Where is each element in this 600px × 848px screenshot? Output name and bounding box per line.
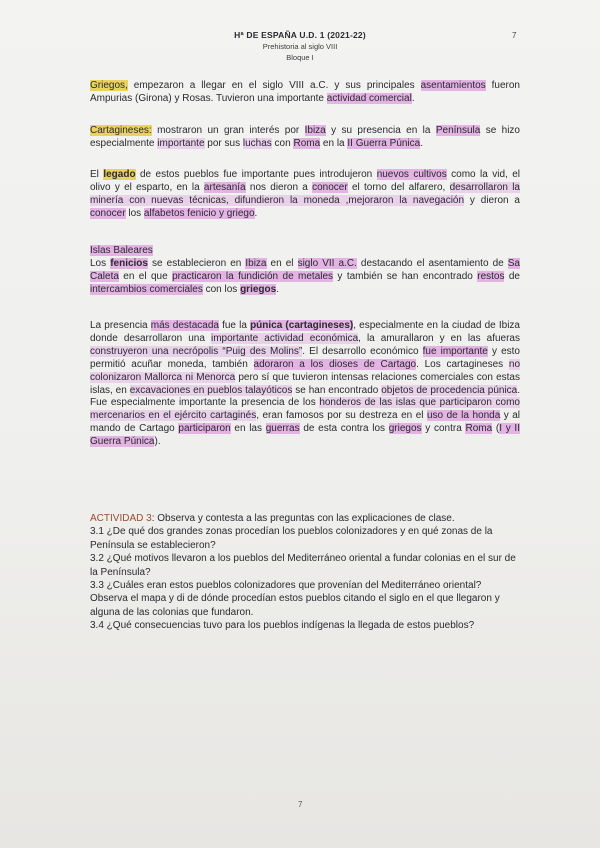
text: . Los cartagineses: [416, 358, 509, 370]
highlight: alfabetos fenicio y griego: [143, 207, 255, 219]
highlight: Roma: [293, 137, 321, 149]
text: fueron Ampurias (Girona) y Rosas. Tuvieron una importante: [90, 80, 520, 104]
highlight: Roma: [465, 423, 493, 435]
question-3-3: 3.3 ¿Cuáles eran estos pueblos colonizadores que provenían del Mediterráneo oriental? Observa el mapa y di de dónde procedían estos pueblos citando el siglo en el que llegaron y alguna de las colonias que fundaron.: [90, 580, 500, 618]
activity-intro: : Observa y contesta a las preguntas con las explicaciones de clase.: [151, 513, 455, 524]
highlight: objetos de procedencia púnica: [381, 384, 518, 396]
highlight: fenicios: [110, 257, 148, 269]
highlight: Ibiza: [304, 125, 326, 136]
text: empezaron a llegar en el siglo VIII a.C. y sus principales: [127, 80, 421, 91]
highlight: conocer: [312, 181, 348, 193]
text: y esto permitió acuñar moneda, también: [90, 345, 520, 370]
question-3-2: 3.2 ¿Qué motivos llevaron a los pueblos del Mediterráneo oriental a fundar colonias en el sur de la Península?: [90, 553, 516, 578]
highlight: griegos: [388, 423, 422, 435]
text: . Fue especialmente importante la presencia de los: [90, 384, 521, 409]
text: ).: [154, 436, 161, 448]
highlight: actividad comercial: [326, 92, 412, 104]
text: con: [271, 137, 294, 149]
paragraph-griegos: [90, 80, 520, 106]
highlight: asentamientos: [420, 80, 486, 91]
highlight: Sa Caleta: [90, 257, 520, 282]
text: y contra: [421, 423, 466, 435]
text: (: [492, 423, 500, 435]
header-page-number: 7: [512, 31, 517, 40]
highlight: conocer: [90, 207, 126, 219]
text: mostraron un gran interés por: [151, 125, 305, 136]
text: .: [420, 137, 423, 149]
highlight: artesanía: [203, 181, 246, 193]
term-griegos: Griegos,: [90, 80, 128, 91]
highlight: uso de la honda: [426, 410, 501, 422]
paragraph-punica: [90, 320, 520, 449]
question-3-4: 3.4 ¿Qué consecuencias tuvo para los pueblos indígenas la llegada de estos pueblos?: [90, 620, 475, 632]
term-legado: legado: [103, 169, 136, 180]
header-subtitle: Prehistoria al siglo VIII: [262, 42, 338, 51]
highlight: participaron: [178, 423, 231, 435]
text: nos dieron a: [245, 181, 313, 193]
highlight: excavaciones en pueblos talayóticos: [129, 384, 293, 396]
text: , la amurallaron y en las afueras: [358, 332, 520, 344]
paragraph-cartagineses: [90, 125, 520, 151]
text: se hizo especialmente: [90, 125, 520, 149]
text: y dieron a: [464, 194, 520, 206]
highlight: I y II Guerra Púnica: [90, 423, 520, 448]
highlight: fue importante: [422, 345, 488, 357]
footer-page-number: 7: [298, 800, 303, 809]
activity-section: [90, 512, 520, 633]
text: y al mando de Cartago: [90, 410, 521, 435]
text: fue la: [218, 320, 251, 331]
header-title: Hª DE ESPAÑA U.D. 1 (2021-22): [234, 30, 366, 40]
text: La presencia: [90, 320, 151, 331]
highlight: adoraron a los dioses de Cartago: [253, 358, 417, 370]
highlight: importante actividad económica: [210, 332, 359, 344]
text: por sus: [204, 137, 243, 149]
text: se establecieron en: [147, 257, 246, 269]
highlight: II Guerra Púnica: [347, 137, 421, 149]
highlight: griegos: [240, 283, 277, 295]
highlight: no colonizaron Mallorca ni Menorca: [90, 358, 521, 383]
text: .: [411, 92, 415, 104]
text: de estos pueblos fue importante pues introdujeron: [135, 169, 377, 180]
text: .: [276, 283, 279, 295]
text: y su presencia en la: [325, 125, 436, 136]
activity-label: ACTIVIDAD 3: [90, 513, 152, 524]
highlight: importante: [157, 137, 205, 149]
text: de: [504, 270, 520, 282]
highlight: luchas: [242, 137, 272, 149]
highlight: honderos de las islas que participaron como mercenarios en el ejército cartaginés: [90, 397, 520, 422]
highlight: restos: [477, 270, 505, 282]
text: .: [254, 207, 258, 219]
question-3-1: 3.1 ¿De qué dos grandes zonas procedían los pueblos colonizadores y en qué zonas de la Península se establecieron?: [90, 526, 493, 551]
text: se han encontrado: [292, 384, 382, 396]
text: en la: [320, 137, 348, 149]
text: de esta contra los: [299, 423, 389, 435]
highlight: siglo VII a.C.: [297, 257, 357, 269]
paragraph-legado: [90, 169, 520, 221]
section-heading-baleares: Islas Baleares: [90, 245, 153, 256]
text: , eran famosos por su destreza en el: [256, 410, 427, 422]
paragraph-baleares: [90, 245, 520, 297]
text: . El desarrollo económico: [302, 345, 423, 357]
highlight: desarrollaron la minería con nuevas técnicas, difundieron la moneda ,mejoraron la navegación: [90, 181, 520, 206]
text: en las: [230, 423, 266, 435]
text: en el que: [118, 270, 173, 282]
highlight: practicaron la fundición de metales: [172, 270, 334, 282]
text: y también se han encontrado: [333, 270, 478, 282]
text: con los: [202, 283, 241, 295]
text: los: [125, 207, 144, 219]
text: , especialmente en la ciudad de Ibiza donde desarrollaron una: [90, 320, 520, 344]
highlight: más destacada: [150, 320, 219, 331]
page-header: [0, 30, 600, 63]
text: en el: [266, 257, 298, 269]
text: como la vid, el olivo y el esparto, en la: [90, 169, 521, 193]
text: pero sí que tuvieron intensas relaciones comerciales con estas islas, en: [90, 371, 520, 396]
text: El: [90, 169, 104, 180]
highlight: nuevos cultivos: [376, 169, 447, 180]
highlight: guerras: [265, 423, 300, 435]
highlight: Península: [435, 125, 481, 136]
term-cartagineses: Cartagineses:: [90, 125, 152, 136]
highlight: Ibiza: [245, 257, 267, 269]
text: destacando el asentamiento de: [356, 257, 508, 269]
highlight: intercambios comerciales: [90, 283, 203, 295]
text: el torno del alfarero,: [347, 181, 450, 193]
highlight: construyeron una necrópolis “Puig des Molins”: [90, 345, 303, 357]
highlight: púnica (cartagineses): [250, 320, 354, 331]
header-block: Bloque I: [286, 53, 314, 62]
text: Los: [90, 257, 111, 269]
